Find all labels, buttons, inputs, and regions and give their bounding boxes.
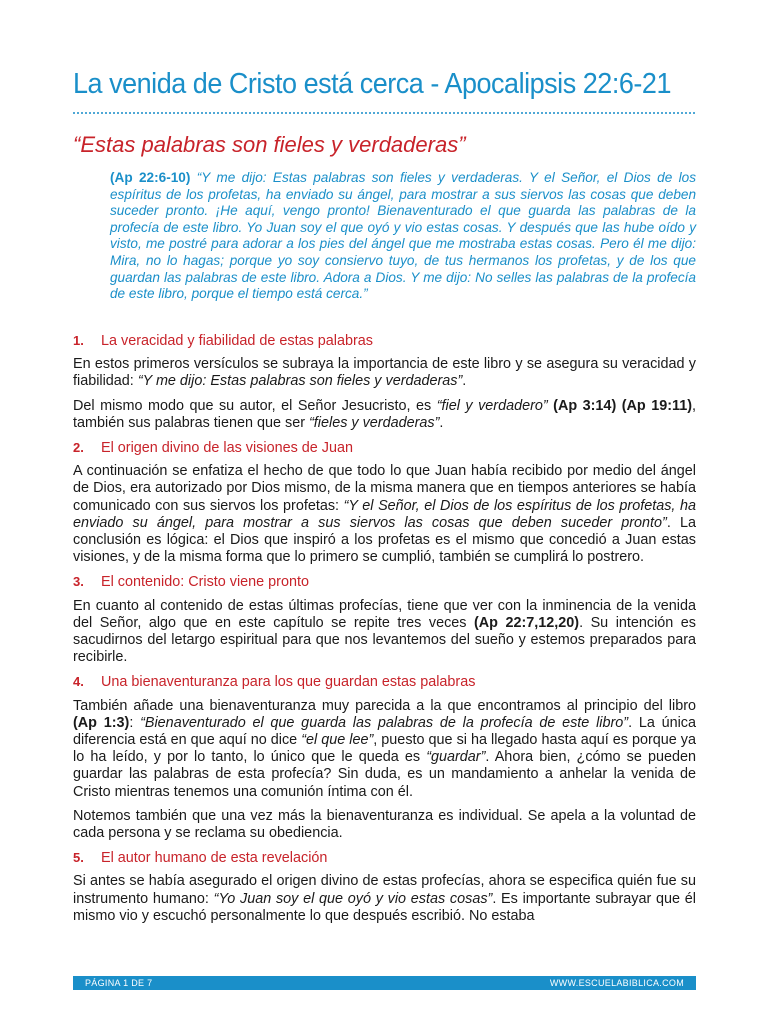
- page-title: La venida de Cristo está cerca - Apocalipsis 22:6-21: [73, 68, 671, 100]
- text-run: En cuanto al contenido de estas últimas profecías, tiene que ver con la inminencia de la venida del Señor, algo que en este capítulo se repite tres veces: [73, 597, 696, 631]
- website-link[interactable]: WWW.ESCUELABIBLICA.COM: [549, 978, 684, 988]
- text-run: A continuación se enfatiza el hecho de que todo lo que Juan había recibido por medio del ángel de Dios, era autorizado por Dios mismo, de la misma manera que en tiempos anteriores se había comunicado con sus siervos los profetas:: [73, 463, 696, 514]
- text-run: , puesto que si ha llegado hasta aquí es porque ya lo ha leído, y por lo tanto, lo único que le queda es: [73, 732, 696, 766]
- section-heading: [73, 573, 696, 591]
- bible-quote: [110, 170, 696, 303]
- text-run: .: [462, 373, 467, 390]
- text-run: :: [129, 714, 141, 731]
- section-heading-text: Una bienaventuranza para los que guardan estas palabras: [101, 674, 476, 691]
- text-run: , también sus palabras tienen que ser: [73, 397, 696, 431]
- paragraph: [73, 698, 696, 801]
- section-subtitle: “Estas palabras son fieles y verdaderas”: [73, 132, 466, 157]
- italic-quote: “Y el Señor, el Dios de los espíritus de los profetas, ha enviado su ángel, para mostrar a sus siervos las cosas que deben suceder pronto”: [73, 497, 696, 531]
- paragraph: Notemos también que una vez más la bienaventuranza es individual. Se apela a la voluntad de cada persona y se reclama su obediencia.: [73, 807, 696, 842]
- text-run: . Ahora bien, ¿cómo se pueden guardar las palabras de esta profecía? Sin duda, es un mandamiento a anhelar la venida de Cristo mientras tenemos una comunión íntima con él.: [73, 749, 696, 800]
- text-run: . Su intención es sacudirnos del letargo espiritual para que nos levantemos del sueño y estemos preparados para recibirle.: [73, 614, 696, 666]
- italic-quote: “fiel y verdadero”: [436, 397, 548, 414]
- section-number: 1.: [73, 333, 84, 348]
- section-number: 3.: [73, 574, 84, 590]
- text-run: . La única diferencia está en que aquí no dice: [73, 714, 696, 749]
- section-number: 4.: [73, 674, 84, 690]
- bible-reference: (Ap 1:3): [73, 714, 130, 731]
- text-run: . Es importante subrayar que él mismo vio y escuchó personalmente lo que después escribió. No estaba: [73, 890, 696, 924]
- section-heading: [73, 332, 696, 350]
- section-number: 2.: [73, 440, 84, 456]
- italic-quote: “el que lee”: [301, 732, 374, 749]
- section-heading-text: El contenido: Cristo viene pronto: [101, 574, 309, 591]
- section-heading-text: El autor humano de esta revelación: [101, 850, 328, 867]
- section-heading-text: La veracidad y fiabilidad de estas palabras: [101, 333, 373, 349]
- section-number: 5.: [73, 850, 84, 866]
- italic-quote: “Yo Juan soy el que oyó y vio estas cosas”: [213, 890, 493, 907]
- text-run: . La conclusión es lógica: el Dios que inspiró a los profetas es el mismo que concedió a Juan estas visiones, y de la misma forma que lo primero se cumplió, también se cumplirá lo postrero.: [73, 514, 696, 566]
- italic-quote: “Bienaventurado el que guarda las palabras de la profecía de este libro”: [140, 714, 629, 731]
- article-body: [73, 332, 696, 932]
- italic-quote: “fieles y verdaderas”: [309, 414, 440, 431]
- text-run: En estos primeros versículos se subraya la importancia de este libro y se asegura su veracidad y fiabilidad:: [73, 356, 696, 390]
- section-heading: [73, 673, 696, 691]
- quote-text: “Y me dijo: Estas palabras son fieles y verdaderas. Y el Señor, el Dios de los espíritus de los profetas, ha enviado su ángel, para mostrar a sus siervos las cosas que deben suceder pronto. ¡He aquí, vengo pronto! Bienaventurado el que guarda las palabras de la profecía de este libro. Yo Juan soy el que oyó y vio estas cosas. Y después que las hube oído y visto, me postré para adorar a los pies del ángel que me mostraba estas cosas. Pero él me dijo: Mira, no lo hagas; porque yo soy consiervo tuyo, de tus hermanos los profetas, y de los que guardan las palabras de este libro. Adora a Dios. Y me dijo: No selles las palabras de la profecía de este libro, porque el tiempo está cerca.”: [110, 170, 697, 302]
- italic-quote: “Y me dijo: Estas palabras son fieles y verdaderas”: [137, 373, 463, 390]
- text-run: Del mismo modo que su autor, el Señor Jesucristo, es: [73, 397, 437, 414]
- bible-reference: (Ap 3:14) (Ap 19:11): [547, 397, 692, 414]
- bible-reference: (Ap 22:7,12,20): [473, 614, 580, 631]
- page-footer: [73, 976, 696, 990]
- page-number: PÁGINA 1 DE 7: [85, 978, 153, 988]
- paragraph: [73, 873, 696, 925]
- paragraph: [73, 463, 696, 566]
- text-run: También añade una bienaventuranza muy parecida a la que encontramos al principio del libro: [73, 697, 696, 714]
- paragraph: [73, 398, 696, 432]
- section-heading: [73, 849, 696, 867]
- text-run: .: [439, 414, 444, 431]
- section-heading-text: El origen divino de las visiones de Juan: [101, 440, 353, 457]
- text-run: Si antes se había asegurado el origen divino de estas profecías, ahora se especifica quién fue su instrumento humano:: [73, 873, 696, 907]
- paragraph: [73, 356, 696, 390]
- paragraph: [73, 598, 696, 667]
- italic-quote: “guardar”: [426, 749, 486, 766]
- quote-reference: (Ap 22:6-10): [110, 170, 191, 185]
- title-dotted-rule: [73, 112, 695, 114]
- section-heading: [73, 439, 696, 457]
